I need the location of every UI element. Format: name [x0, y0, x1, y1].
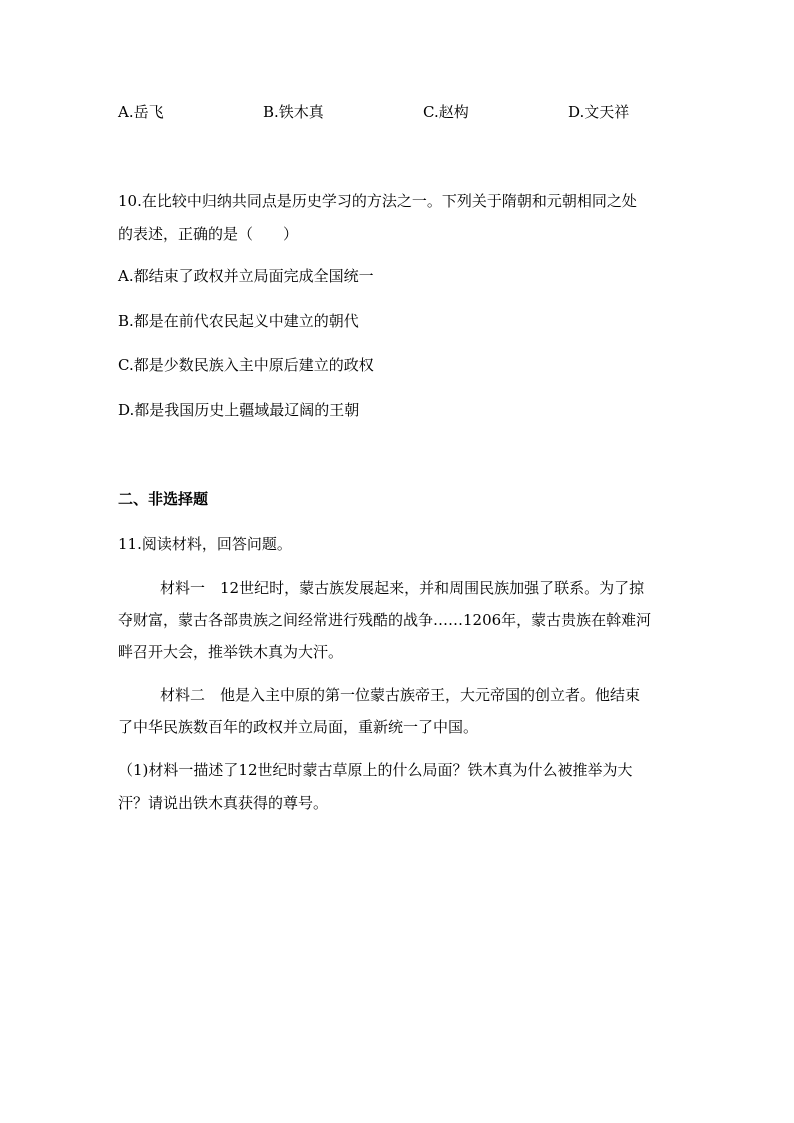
- q11-material-1-line-1: 材料一 12世纪时，蒙古族发展起来，并和周围民族加强了联系。为了掠: [160, 579, 645, 597]
- q10-stem-line-2: 的表述，正确的是（ ）: [118, 225, 299, 243]
- q11-subquestion-1-line-2: 汗？请说出铁木真获得的尊号。: [118, 794, 329, 812]
- q11-material-1-line-2: 夺财富，蒙古各部贵族之间经常进行残酷的战争……1206年，蒙古贵族在斡难河: [118, 611, 652, 629]
- q9-option-d: D.文天祥: [568, 103, 630, 121]
- section-heading: 二、非选择题: [118, 490, 209, 508]
- q9-option-b: B.铁木真: [263, 103, 324, 121]
- q10-option-a: A.都结束了政权并立局面完成全国统一: [118, 267, 374, 285]
- q9-option-a: A.岳飞: [118, 103, 164, 121]
- q11-stem: 11.阅读材料，回答问题。: [118, 535, 292, 553]
- q9-options-row: [118, 100, 678, 124]
- q10-option-c: C.都是少数民族入主中原后建立的政权: [118, 356, 374, 374]
- q10-option-d: D.都是我国历史上疆域最辽阔的王朝: [118, 401, 360, 419]
- q10-option-b: B.都是在前代农民起义中建立的朝代: [118, 312, 359, 330]
- q11-subquestion-1-line-1: （1)材料一描述了12世纪时蒙古草原上的什么局面？铁木真为什么被推举为大: [118, 761, 633, 779]
- q11-material-2-line-2: 了中华民族数百年的政权并立局面，重新统一了中国。: [118, 718, 479, 736]
- q11-material-1-line-3: 畔召开大会，推举铁木真为大汗。: [118, 643, 344, 661]
- q10-stem-line-1: 10.在比较中归纳共同点是历史学习的方法之一。下列关于隋朝和元朝相同之处: [118, 192, 637, 210]
- q9-option-c: C.赵构: [423, 103, 469, 121]
- q11-material-2-line-1: 材料二 他是入主中原的第一位蒙古族帝王，大元帝国的创立者。他结束: [160, 686, 641, 704]
